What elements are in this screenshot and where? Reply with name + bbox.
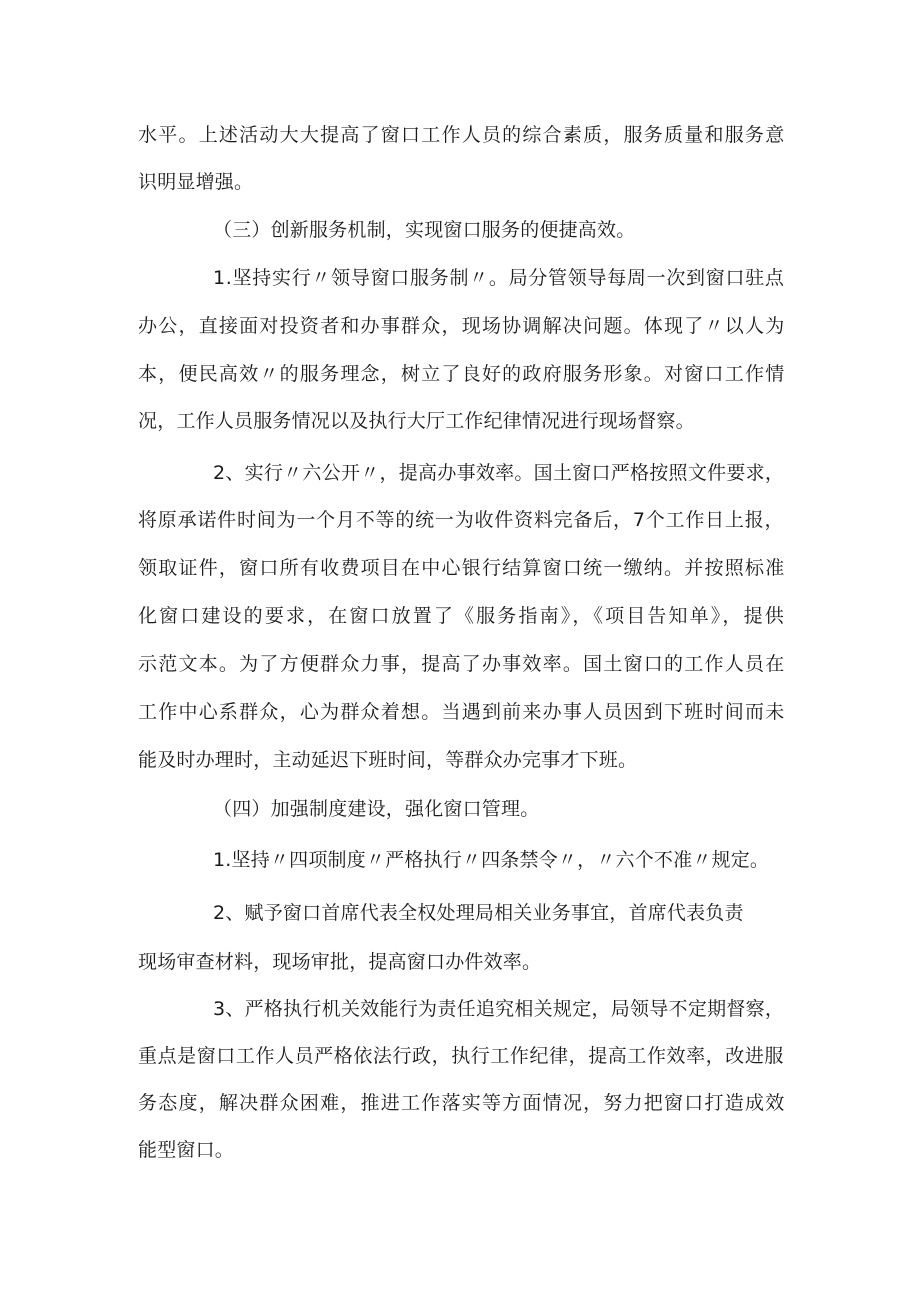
text-line: 能型窗口。 xyxy=(138,1139,235,1161)
section-heading: （四）加强制度建设，强化窗口管理。 xyxy=(213,798,540,820)
text-line: 化窗口建设的要求，在窗口放置了《服务指南》，《项目告知单》，提供 xyxy=(138,605,786,627)
text-line: 2、实行〃六公开〃，提高办事效率。国土窗口严格按照文件要求， xyxy=(213,462,785,484)
text-line: 2、赋予窗口首席代表全权处理局相关业务事宜，首席代表负责 xyxy=(213,902,744,924)
text-line: 领取证件，窗口所有收费项目在中心银行结算窗口统一缴纳。并按照标准 xyxy=(138,557,786,579)
text-line: 1.坚持实行〃领导窗口服务制〃。局分管领导每周一次到窗口驻点 xyxy=(213,267,785,289)
section-heading: （三）创新服务机制，实现窗口服务的便捷高效。 xyxy=(213,219,636,241)
text-line: 能及时办理时，主动延迟下班时间，等群众办完事才下班。 xyxy=(138,749,638,771)
text-line: 将原承诺件时间为一个月不等的统一为收件资料完备后，7个工作日上报， xyxy=(138,509,785,531)
text-line: 水平。上述活动大大提高了窗口工作人员的综合素质，服务质量和服务意 xyxy=(138,124,786,146)
text-line: 重点是窗口工作人员严格依法行政，执行工作纪律，提高工作效率，改进服 xyxy=(138,1045,784,1067)
text-line: 务态度，解决群众困难，推进工作落实等方面情况，努力把窗口打造成效 xyxy=(138,1092,786,1114)
text-line: 工作中心系群众，心为群众着想。当遇到前来办事人员因到下班时间而未 xyxy=(138,701,786,723)
text-line: 办公，直接面对投资者和办事群众，现场协调解决问题。体现了〃以人为 xyxy=(138,315,786,337)
text-line: 现场审查材料，现场审批，提高窗口办件效率。 xyxy=(138,951,542,973)
text-line: 1.坚持〃四项制度〃严格执行〃四条禁令〃，〃六个不准〃规定。 xyxy=(213,849,770,871)
text-line: 示范文本。为了方便群众力事，提高了办事效率。国土窗口的工作人员在 xyxy=(138,653,786,675)
text-line: 3、严格执行机关效能行为责任追究相关规定，局领导不定期督察， xyxy=(213,998,785,1020)
text-line: 况，工作人员服务情况以及执行大厅工作纪律情况进行现场督察。 xyxy=(138,410,695,432)
text-line: 识明显增强。 xyxy=(138,171,254,193)
text-line: 本，便民高效〃的服务理念，树立了良好的政府服务形象。对窗口工作情 xyxy=(138,363,786,385)
